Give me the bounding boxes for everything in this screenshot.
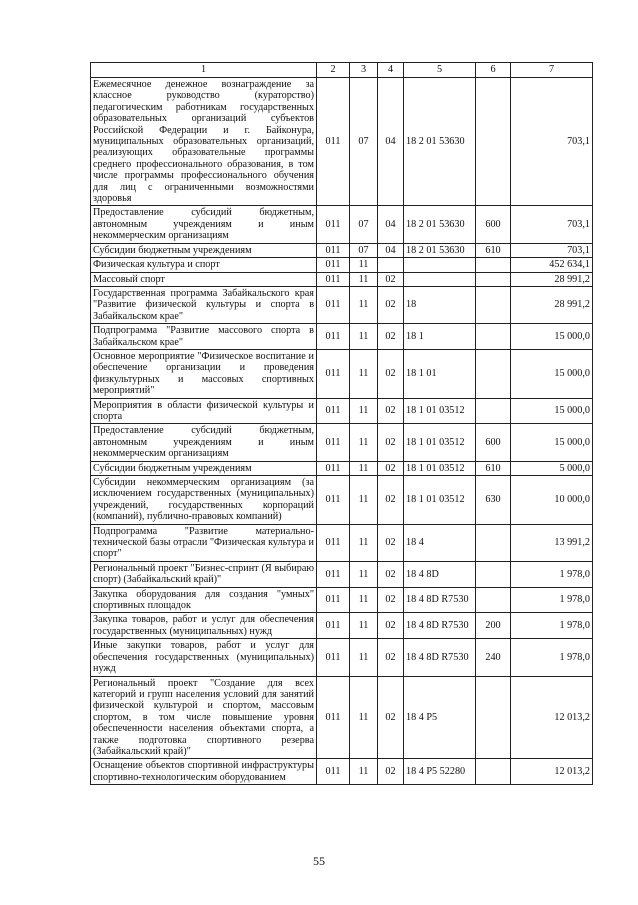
subsection-code-cell: 02: [378, 613, 404, 639]
section-code-cell: 07: [350, 206, 378, 243]
section-code-cell: 11: [350, 424, 378, 461]
section-code-cell: 07: [350, 78, 378, 206]
expense-type-cell: 630: [476, 476, 511, 525]
expense-type-cell: 600: [476, 206, 511, 243]
ministry-code-cell: 011: [317, 324, 350, 350]
table-row: [91, 243, 593, 257]
table-row: [91, 258, 593, 272]
table-body: [91, 78, 593, 785]
table-row: [91, 272, 593, 286]
table-row: [91, 461, 593, 475]
expense-type-cell: 240: [476, 639, 511, 676]
table-row: [91, 759, 593, 785]
table-row: [91, 587, 593, 613]
ministry-code-cell: 011: [317, 286, 350, 323]
section-code-cell: 11: [350, 561, 378, 587]
header-row: [91, 63, 593, 78]
target-article-cell: 18 4 8D: [404, 561, 476, 587]
subsection-code-cell: 02: [378, 587, 404, 613]
target-article-cell: 18 1: [404, 324, 476, 350]
amount-cell: 703,1: [511, 78, 593, 206]
ministry-code-cell: 011: [317, 424, 350, 461]
subsection-code-cell: 04: [378, 206, 404, 243]
target-article-cell: [404, 258, 476, 272]
expense-type-cell: [476, 398, 511, 424]
table-row: [91, 424, 593, 461]
ministry-code-cell: 011: [317, 561, 350, 587]
ministry-code-cell: 011: [317, 349, 350, 398]
amount-cell: 10 000,0: [511, 476, 593, 525]
amount-cell: 15 000,0: [511, 398, 593, 424]
expense-type-cell: [476, 78, 511, 206]
section-code-cell: 11: [350, 476, 378, 525]
subsection-code-cell: 02: [378, 476, 404, 525]
table-row: [91, 476, 593, 525]
ministry-code-cell: 011: [317, 524, 350, 561]
amount-cell: 28 991,2: [511, 272, 593, 286]
amount-cell: 28 991,2: [511, 286, 593, 323]
subsection-code-cell: 02: [378, 286, 404, 323]
ministry-code-cell: 011: [317, 587, 350, 613]
ministry-code-cell: 011: [317, 243, 350, 257]
header-cell: 3: [350, 63, 378, 78]
section-code-cell: 11: [350, 324, 378, 350]
row-name-cell: Мероприятия в области физической культуры и спорта: [91, 398, 317, 424]
row-name-cell: Основное мероприятие "Физическое воспитание и обеспечение организации и проведения физкультурных и массовых спортивных мероприятий": [91, 349, 317, 398]
expense-type-cell: 600: [476, 424, 511, 461]
header-cell: 4: [378, 63, 404, 78]
table-row: [91, 561, 593, 587]
subsection-code-cell: 02: [378, 424, 404, 461]
section-code-cell: 11: [350, 639, 378, 676]
amount-cell: 15 000,0: [511, 349, 593, 398]
table-row: [91, 206, 593, 243]
expense-type-cell: 200: [476, 613, 511, 639]
section-code-cell: 07: [350, 243, 378, 257]
row-name-cell: Государственная программа Забайкальского края "Развитие физической культуры и спорта в Забайкальском крае": [91, 286, 317, 323]
amount-cell: 5 000,0: [511, 461, 593, 475]
row-name-cell: Ежемесячное денежное вознаграждение за классное руководство (кураторство) педагогическим работникам государственных образовательных организаций субъектов Российской Федерации и г. Байконура, муниципальных образовательных организаций, реализующих образовательные программы среднего профессионального образования, в том числе программы профессионального обучения для лиц с ограниченными возможностями здоровья: [91, 78, 317, 206]
subsection-code-cell: 02: [378, 324, 404, 350]
table-row: [91, 524, 593, 561]
table-row: [91, 676, 593, 759]
row-name-cell: Региональный проект "Создание для всех категорий и групп населения условий для занятий физической культурой и спортом, массовым спортом, в том числе повышение уровня обеспеченности населения объектами спорта, а также подготовка спортивного резерва (Забайкальский край)": [91, 676, 317, 759]
target-article-cell: 18 2 01 53630: [404, 243, 476, 257]
expense-type-cell: [476, 676, 511, 759]
target-article-cell: 18 4: [404, 524, 476, 561]
section-code-cell: 11: [350, 461, 378, 475]
expense-type-cell: 610: [476, 461, 511, 475]
amount-cell: 13 991,2: [511, 524, 593, 561]
target-article-cell: 18 1 01 03512: [404, 424, 476, 461]
expense-type-cell: [476, 561, 511, 587]
row-name-cell: Подпрограмма "Развитие массового спорта в Забайкальском крае": [91, 324, 317, 350]
ministry-code-cell: 011: [317, 676, 350, 759]
ministry-code-cell: 011: [317, 759, 350, 785]
section-code-cell: 11: [350, 676, 378, 759]
row-name-cell: Закупка оборудования для создания "умных" спортивных площадок: [91, 587, 317, 613]
table-row: [91, 398, 593, 424]
target-article-cell: 18 4 P5: [404, 676, 476, 759]
subsection-code-cell: 02: [378, 676, 404, 759]
table-row: [91, 613, 593, 639]
ministry-code-cell: 011: [317, 258, 350, 272]
target-article-cell: 18 2 01 53630: [404, 206, 476, 243]
table-row: [91, 78, 593, 206]
row-name-cell: Предоставление субсидий бюджетным, автономным учреждениям и иным некоммерческим организациям: [91, 424, 317, 461]
ministry-code-cell: 011: [317, 206, 350, 243]
table-row: [91, 324, 593, 350]
expense-type-cell: [476, 258, 511, 272]
table-row: [91, 639, 593, 676]
header-cell: 2: [317, 63, 350, 78]
ministry-code-cell: 011: [317, 272, 350, 286]
expense-type-cell: [476, 349, 511, 398]
table-row: [91, 349, 593, 398]
ministry-code-cell: 011: [317, 78, 350, 206]
expense-type-cell: [476, 587, 511, 613]
section-code-cell: 11: [350, 258, 378, 272]
page-number: 55: [313, 854, 325, 868]
section-code-cell: 11: [350, 613, 378, 639]
subsection-code-cell: 04: [378, 243, 404, 257]
ministry-code-cell: 011: [317, 639, 350, 676]
amount-cell: 12 013,2: [511, 759, 593, 785]
amount-cell: 15 000,0: [511, 324, 593, 350]
subsection-code-cell: 02: [378, 639, 404, 676]
expense-type-cell: [476, 524, 511, 561]
section-code-cell: 11: [350, 349, 378, 398]
expense-type-cell: 610: [476, 243, 511, 257]
target-article-cell: 18 2 01 53630: [404, 78, 476, 206]
section-code-cell: 11: [350, 524, 378, 561]
row-name-cell: Оснащение объектов спортивной инфраструктуры спортивно-технологическим оборудованием: [91, 759, 317, 785]
header-cell: 6: [476, 63, 511, 78]
amount-cell: 15 000,0: [511, 424, 593, 461]
expense-type-cell: [476, 272, 511, 286]
budget-table: [90, 62, 593, 785]
row-name-cell: Субсидии бюджетным учреждениям: [91, 461, 317, 475]
section-code-cell: 11: [350, 272, 378, 286]
row-name-cell: Массовый спорт: [91, 272, 317, 286]
section-code-cell: 11: [350, 286, 378, 323]
amount-cell: 1 978,0: [511, 561, 593, 587]
row-name-cell: Субсидии некоммерческим организациям (за исключением государственных (муниципальных) учреждений, государственных корпораций (компаний), публично-правовых компаний): [91, 476, 317, 525]
target-article-cell: 18 1 01 03512: [404, 461, 476, 475]
row-name-cell: Региональный проект "Бизнес-спринт (Я выбираю спорт) (Забайкальский край)": [91, 561, 317, 587]
target-article-cell: [404, 272, 476, 286]
header-cell: 1: [91, 63, 317, 78]
row-name-cell: Физическая культура и спорт: [91, 258, 317, 272]
amount-cell: 1 978,0: [511, 639, 593, 676]
target-article-cell: 18 1 01 03512: [404, 476, 476, 525]
subsection-code-cell: 02: [378, 759, 404, 785]
ministry-code-cell: 011: [317, 461, 350, 475]
target-article-cell: 18 1 01: [404, 349, 476, 398]
table-row: [91, 286, 593, 323]
amount-cell: 703,1: [511, 243, 593, 257]
section-code-cell: 11: [350, 759, 378, 785]
header-cell: 5: [404, 63, 476, 78]
target-article-cell: 18 4 P5 52280: [404, 759, 476, 785]
subsection-code-cell: 02: [378, 524, 404, 561]
row-name-cell: Закупка товаров, работ и услуг для обеспечения государственных (муниципальных) нужд: [91, 613, 317, 639]
expense-type-cell: [476, 324, 511, 350]
amount-cell: 703,1: [511, 206, 593, 243]
target-article-cell: 18 4 8D R7530: [404, 587, 476, 613]
target-article-cell: 18 4 8D R7530: [404, 613, 476, 639]
target-article-cell: 18: [404, 286, 476, 323]
row-name-cell: Иные закупки товаров, работ и услуг для обеспечения государственных (муниципальных) нужд: [91, 639, 317, 676]
subsection-code-cell: 02: [378, 398, 404, 424]
subsection-code-cell: 02: [378, 461, 404, 475]
ministry-code-cell: 011: [317, 476, 350, 525]
expense-type-cell: [476, 286, 511, 323]
subsection-code-cell: 04: [378, 78, 404, 206]
subsection-code-cell: [378, 258, 404, 272]
section-code-cell: 11: [350, 398, 378, 424]
row-name-cell: Субсидии бюджетным учреждениям: [91, 243, 317, 257]
amount-cell: 452 634,1: [511, 258, 593, 272]
target-article-cell: 18 1 01 03512: [404, 398, 476, 424]
header-cell: 7: [511, 63, 593, 78]
ministry-code-cell: 011: [317, 613, 350, 639]
row-name-cell: Подпрограмма "Развитие материально-технической базы отрасли "Физическая культура и спорт": [91, 524, 317, 561]
row-name-cell: Предоставление субсидий бюджетным, автономным учреждениям и иным некоммерческим организациям: [91, 206, 317, 243]
section-code-cell: 11: [350, 587, 378, 613]
expense-type-cell: [476, 759, 511, 785]
subsection-code-cell: 02: [378, 561, 404, 587]
subsection-code-cell: 02: [378, 272, 404, 286]
subsection-code-cell: 02: [378, 349, 404, 398]
amount-cell: 12 013,2: [511, 676, 593, 759]
amount-cell: 1 978,0: [511, 613, 593, 639]
amount-cell: 1 978,0: [511, 587, 593, 613]
ministry-code-cell: 011: [317, 398, 350, 424]
target-article-cell: 18 4 8D R7530: [404, 639, 476, 676]
